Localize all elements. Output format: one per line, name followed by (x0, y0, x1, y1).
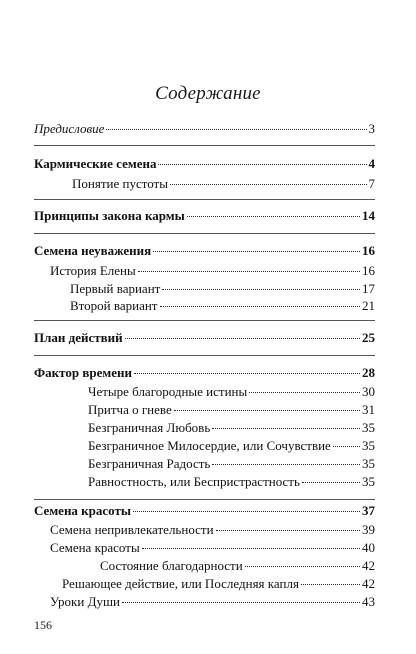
toc-entry-karmic-seeds (34, 155, 375, 173)
toc-entry-action-plan (34, 329, 375, 347)
dot-leader (301, 584, 360, 585)
toc-entry-page: 35 (362, 420, 375, 435)
toc-entry-label: Уроки Души (50, 594, 120, 609)
dot-leader (125, 338, 360, 339)
section-divider (34, 320, 375, 321)
toc-entry-page: 35 (362, 456, 375, 471)
toc-entry-label: План действий (34, 330, 123, 345)
toc-entry-page: 17 (362, 281, 375, 296)
toc-entry-label: Понятие пустоты (72, 176, 168, 191)
toc-entry-page: 3 (368, 121, 375, 136)
toc-entry-label: Безграничное Милосердие, или Сочувствие (88, 438, 331, 453)
toc-entry-second-variant (70, 297, 375, 315)
toc-entry-label: Первый вариант (70, 281, 161, 296)
section-divider (34, 355, 375, 356)
dot-leader (153, 251, 360, 252)
dot-leader (142, 548, 360, 549)
toc-entry-page: 14 (362, 208, 375, 223)
toc-entry-beauty-seeds (34, 502, 375, 520)
toc-entry-disrespect-seeds (34, 242, 375, 260)
toc-entry-four-truths (88, 383, 375, 401)
toc-entry-equanimity (88, 473, 375, 491)
toc-entry-gratitude-state (100, 557, 375, 575)
dot-leader (216, 530, 360, 531)
dot-leader (106, 129, 366, 130)
toc-entry-label: Безграничная Радость (88, 456, 211, 471)
dot-leader (133, 511, 360, 512)
toc-entry-label: История Елены (50, 263, 136, 278)
toc-entry-emptiness (72, 175, 375, 193)
toc-entry-last-drop (62, 575, 375, 593)
toc-entry-label: Семена красоты (50, 540, 140, 555)
toc-entry-page: 42 (362, 576, 375, 591)
dot-leader (333, 446, 360, 447)
section-divider (34, 499, 375, 500)
toc-entry-label: Семена красоты (34, 503, 132, 518)
toc-entry-boundless-mercy (88, 437, 375, 455)
toc-entry-page: 37 (362, 503, 375, 518)
toc-entry-label: Равностность, или Беспристрастность (88, 474, 300, 489)
toc-entry-label: Предисловие (34, 121, 105, 136)
toc-entry-label: Решающее действие, или Последняя капля (62, 576, 299, 591)
dot-leader (212, 428, 360, 429)
dot-leader (122, 602, 360, 603)
toc-entry-page: 21 (362, 298, 375, 313)
toc-entry-boundless-joy (88, 455, 375, 473)
toc-entry-elena-story (50, 262, 375, 280)
toc-entry-label: Фактор времени (34, 365, 132, 380)
dot-leader (138, 271, 360, 272)
toc-entry-label: Второй вариант (70, 298, 158, 313)
section-divider (34, 199, 375, 200)
toc-entry-soul-lessons (50, 593, 375, 611)
section-divider (34, 233, 375, 234)
page-number: 156 (34, 618, 52, 632)
toc-entry-page: 35 (362, 438, 375, 453)
toc-entry-label: Принципы закона кармы (34, 208, 185, 223)
toc-entry-label: Семена неуважения (34, 243, 152, 258)
dot-leader (245, 566, 360, 567)
toc-entry-boundless-love (88, 419, 375, 437)
toc-entry-time-factor (34, 364, 375, 382)
dot-leader (158, 164, 366, 165)
toc-entry-label: Кармические семена (34, 156, 157, 171)
dot-leader (162, 289, 360, 290)
dot-leader (134, 373, 360, 374)
dot-leader (302, 482, 360, 483)
toc-entry-karma-principles (34, 207, 375, 225)
toc-entry-page: 16 (362, 263, 375, 278)
dot-leader (212, 464, 360, 465)
toc-entry-page: 43 (362, 594, 375, 609)
dot-leader (187, 216, 360, 217)
toc-entry-label: Семена непривлекательности (50, 522, 214, 537)
dot-leader (160, 306, 361, 307)
toc-entry-label: Состояние благодарности (100, 558, 243, 573)
toc-entry-page: 25 (362, 330, 375, 345)
section-divider (34, 145, 375, 146)
toc-entry-preface (34, 120, 375, 138)
toc-entry-label: Четыре благородные истины (88, 384, 248, 399)
toc-entry-label: Безграничная Любовь (88, 420, 211, 435)
toc-entry-page: 30 (362, 384, 375, 399)
dot-leader (170, 184, 367, 185)
toc-entry-beauty-seeds-sub (50, 539, 375, 557)
toc-entry-page: 4 (368, 156, 375, 171)
dot-leader (249, 392, 360, 393)
toc-entry-page: 7 (368, 176, 375, 191)
toc-entry-anger-parable (88, 401, 375, 419)
toc-entry-page: 40 (362, 540, 375, 555)
toc-entry-page: 35 (362, 474, 375, 489)
toc-entry-unattractiveness-seeds (50, 521, 375, 539)
toc-entry-page: 28 (362, 365, 375, 380)
toc-entry-page: 31 (362, 402, 375, 417)
toc-entry-page: 42 (362, 558, 375, 573)
toc-entry-page: 39 (362, 522, 375, 537)
toc-title: Содержание (155, 83, 261, 104)
dot-leader (174, 410, 360, 411)
toc-entry-label: Притча о гневе (88, 402, 172, 417)
toc-entry-page: 16 (362, 243, 375, 258)
toc-entry-first-variant (70, 280, 375, 298)
